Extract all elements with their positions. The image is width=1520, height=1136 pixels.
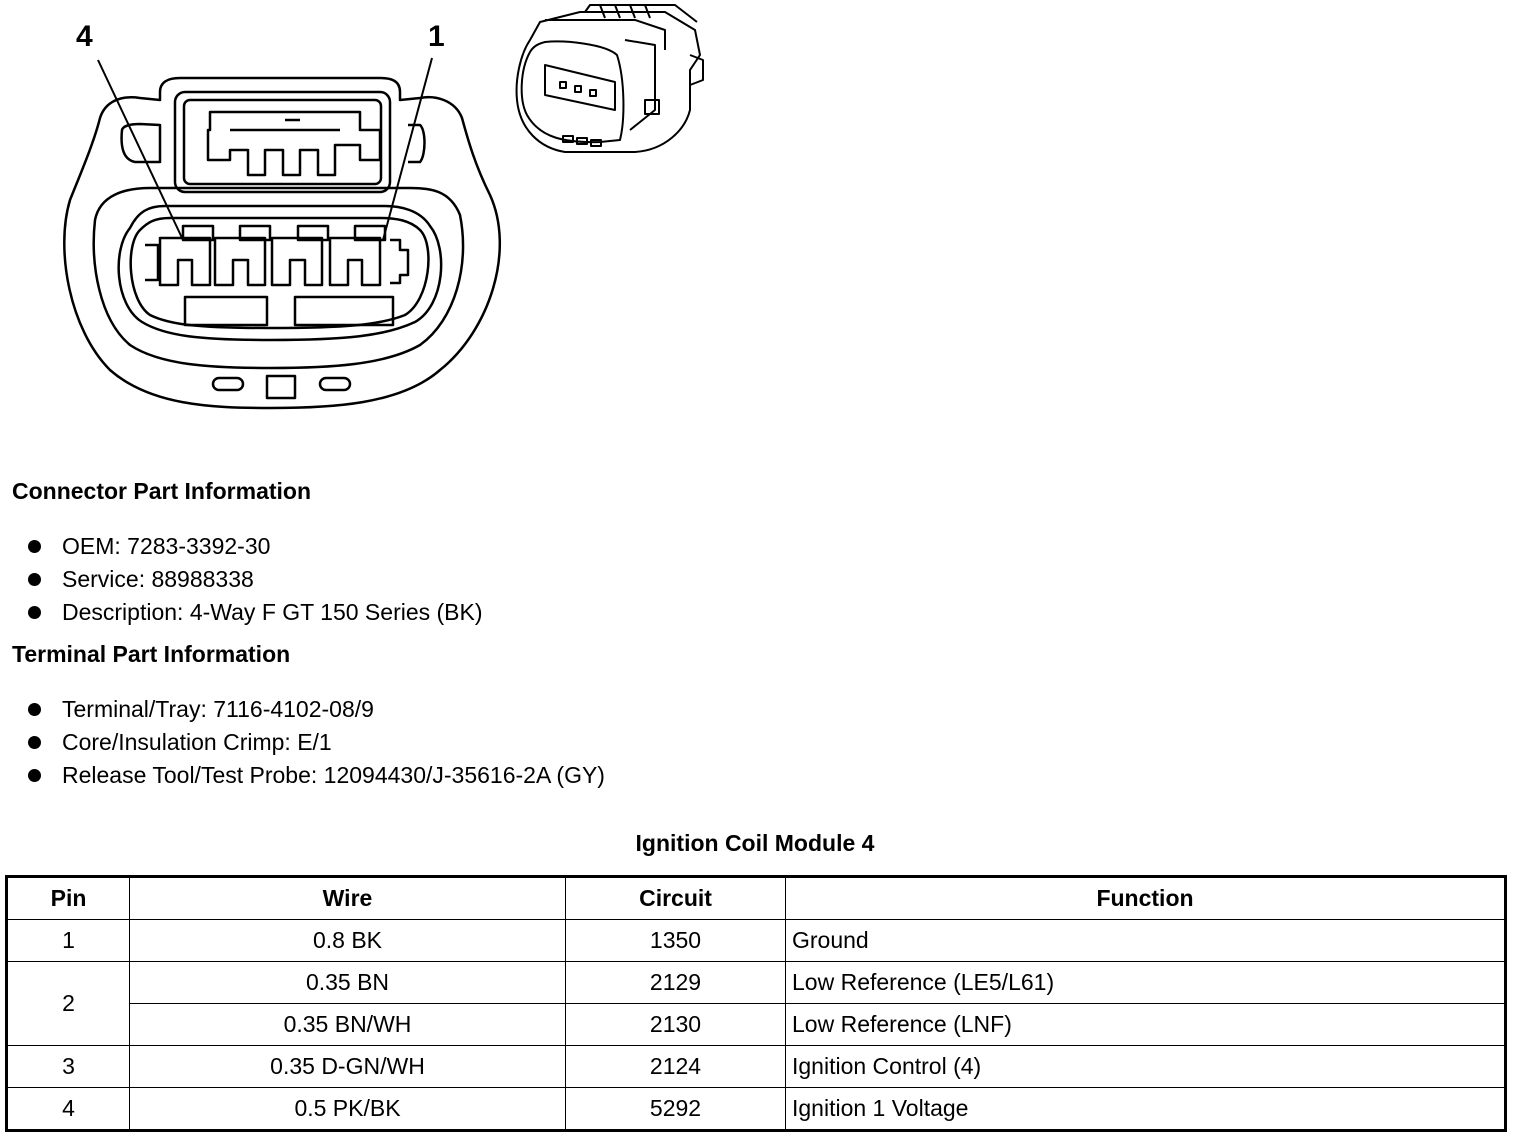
table-header-row [7,877,1506,920]
bottom-key-right [320,378,350,390]
cell-function: Low Reference (LE5/L61) [786,962,1506,1004]
cell-circuit: 5292 [566,1088,786,1131]
cell-circuit: 1350 [566,920,786,962]
connector-iso-diagram [505,0,715,165]
cell-wire: 0.35 BN [130,962,566,1004]
list-item: OEM: 7283-3392-30 [28,530,483,563]
pinout-table [5,875,1507,1132]
cell-wire: 0.35 D-GN/WH [130,1046,566,1088]
header-circuit: Circuit [566,877,786,920]
connector-face-diagram [0,0,540,420]
terminal-info-list [28,693,605,792]
table-row [7,1046,1506,1088]
cell-wire: 0.5 PK/BK [130,1088,566,1131]
cell-circuit: 2130 [566,1004,786,1046]
table-row [7,1088,1506,1131]
connector-info-heading: Connector Part Information [12,478,312,504]
cell-function: Low Reference (LNF) [786,1004,1506,1046]
pin-callout-4: 4 [76,20,93,53]
bottom-key-center [267,376,295,398]
header-function: Function [786,877,1506,920]
cell-pin: 4 [7,1088,130,1131]
table-row [7,920,1506,962]
list-item: Release Tool/Test Probe: 12094430/J-35616-2A (GY) [28,759,605,792]
pin-callout-1: 1 [428,20,445,53]
cell-function: Ignition 1 Voltage [786,1088,1506,1131]
header-wire: Wire [130,877,566,920]
cell-pin: 2 [7,962,130,1046]
terminal-slots [145,226,408,285]
bottom-key-left [213,378,243,390]
list-item: Service: 88988338 [28,563,483,596]
cell-circuit: 2129 [566,962,786,1004]
bullet-icon [28,769,41,782]
bullet-icon [28,736,41,749]
cell-wire: 0.8 BK [130,920,566,962]
list-item: Description: 4-Way F GT 150 Series (BK) [28,596,483,629]
cell-function: Ignition Control (4) [786,1046,1506,1088]
table-row [7,1004,1506,1046]
connector-info-list [28,530,483,629]
list-item: Core/Insulation Crimp: E/1 [28,726,605,759]
bullet-icon [28,606,41,619]
bullet-icon [28,703,41,716]
header-pin: Pin [7,877,130,920]
bullet-icon [28,573,41,586]
bullet-icon [28,540,41,553]
table-title: Ignition Coil Module 4 [635,830,875,856]
cell-wire: 0.35 BN/WH [130,1004,566,1046]
table-row [7,962,1506,1004]
cell-circuit: 2124 [566,1046,786,1088]
cell-pin: 1 [7,920,130,962]
cell-pin: 3 [7,1046,130,1088]
cell-function: Ground [786,920,1506,962]
list-item: Terminal/Tray: 7116-4102-08/9 [28,693,605,726]
terminal-info-heading: Terminal Part Information [12,641,291,667]
